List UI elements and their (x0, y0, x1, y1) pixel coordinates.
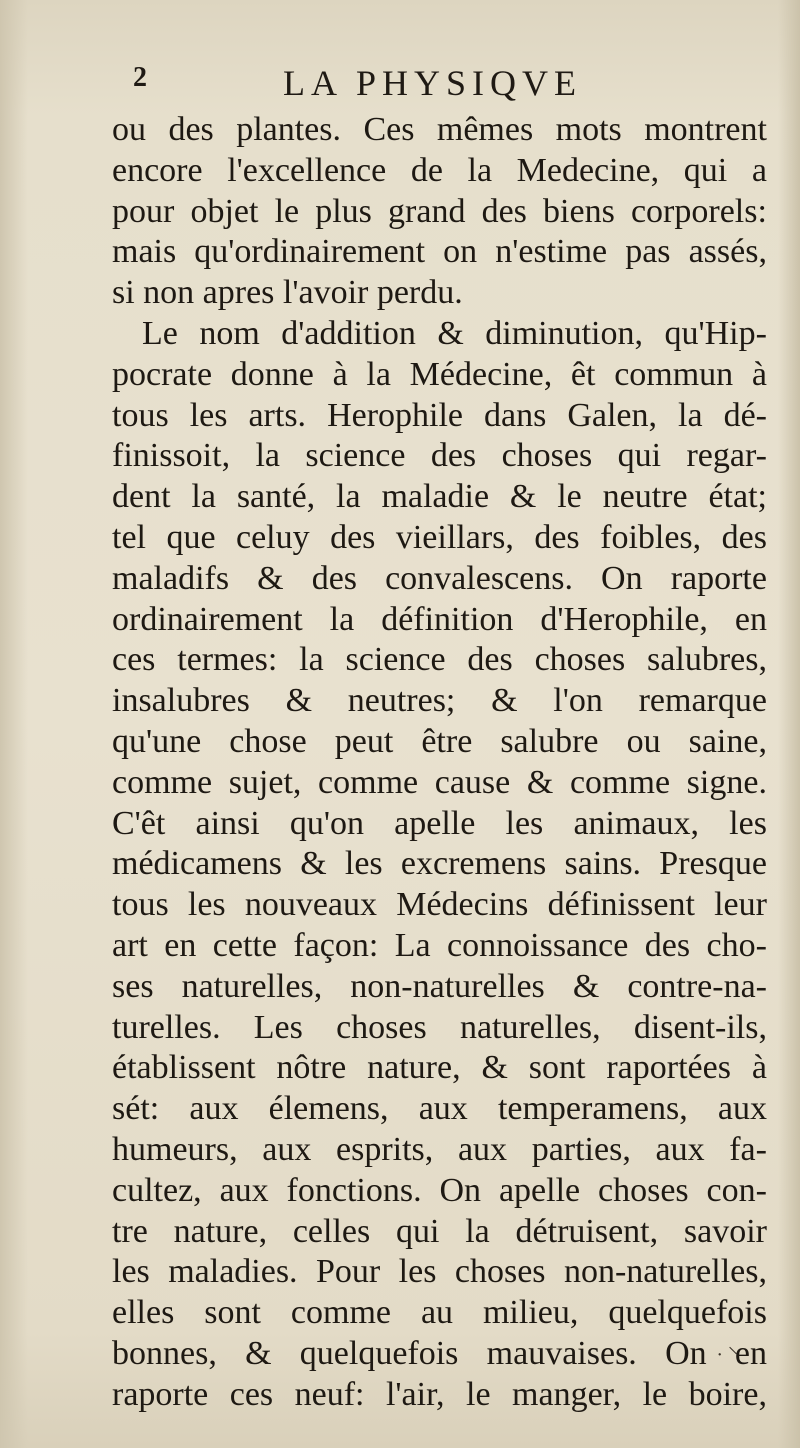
text-line: pour objet le plus grand des biens corporels: (112, 192, 767, 230)
text-line: ces termes: la science des choses salubres, (112, 641, 767, 679)
text-line: tel que celuy des vieillars, des foibles, des (112, 518, 767, 556)
text-line: turelles. Les choses naturelles, disent-ils, (112, 1008, 767, 1046)
text-line: comme sujet, comme cause & comme signe. (112, 763, 767, 801)
text-line: qu'une chose peut être salubre ou saine, (112, 722, 767, 760)
text-line: insalubres & neutres; & l'on remarque (112, 682, 767, 720)
text-line: sét: aux élemens, aux temperamens, aux (112, 1090, 767, 1128)
text-line: maladifs & des convalescens. On raporte (112, 559, 767, 597)
text-line: médicamens & les excremens sains. Presque (112, 845, 767, 883)
text-line: humeurs, aux esprits, aux parties, aux fa- (112, 1130, 767, 1168)
text-line: cultez, aux fonctions. On apelle choses con- (112, 1171, 767, 1209)
text-line: ses naturelles, non-naturelles & contre-na- (112, 967, 767, 1005)
text-line: raporte ces neuf: l'air, le manger, le boire, (112, 1375, 767, 1413)
running-title: LA PHYSIQVE (283, 63, 583, 103)
text-line: elles sont comme au milieu, quelquefois (112, 1294, 767, 1332)
text-line: encore l'excellence de la Medecine, qui a (112, 151, 767, 189)
text-line: les maladies. Pour les choses non-naturelles, (112, 1253, 767, 1291)
text-line: finissoit, la science des choses qui regar- (112, 437, 767, 475)
text-line: pocrate donne à la Médecine, êt commun à (112, 355, 767, 393)
page-number: 2 (133, 62, 147, 93)
ink-mark: · ⸌ (716, 1344, 738, 1366)
text-line: tous les nouveaux Médecins définissent leur (112, 886, 767, 924)
running-head (133, 62, 773, 112)
text-line: établissent nôtre nature, & sont raportées à (112, 1049, 767, 1087)
text-line: tous les arts. Herophile dans Galen, la dé- (112, 396, 767, 434)
text-line: C'êt ainsi qu'on apelle les animaux, les (112, 804, 767, 842)
text-line: ordinairement la définition d'Herophile, en (112, 600, 767, 638)
text-line: art en cette façon: La connoissance des cho- (112, 926, 767, 964)
text-line: Le nom d'addition & diminution, qu'Hip- (142, 314, 767, 352)
text-line: tre nature, celles qui la détruisent, savoir (112, 1212, 767, 1250)
text-line: ou des plantes. Ces mêmes mots montrent (112, 111, 767, 148)
text-line: mais qu'ordinairement on n'estime pas assés, (112, 233, 767, 271)
text-line: dent la santé, la maladie & le neutre état; (112, 478, 767, 516)
body-text (112, 110, 767, 1416)
text-line: bonnes, & quelquefois mauvaises. On en (112, 1334, 767, 1372)
text-line: si non apres l'avoir perdu. (112, 274, 463, 312)
